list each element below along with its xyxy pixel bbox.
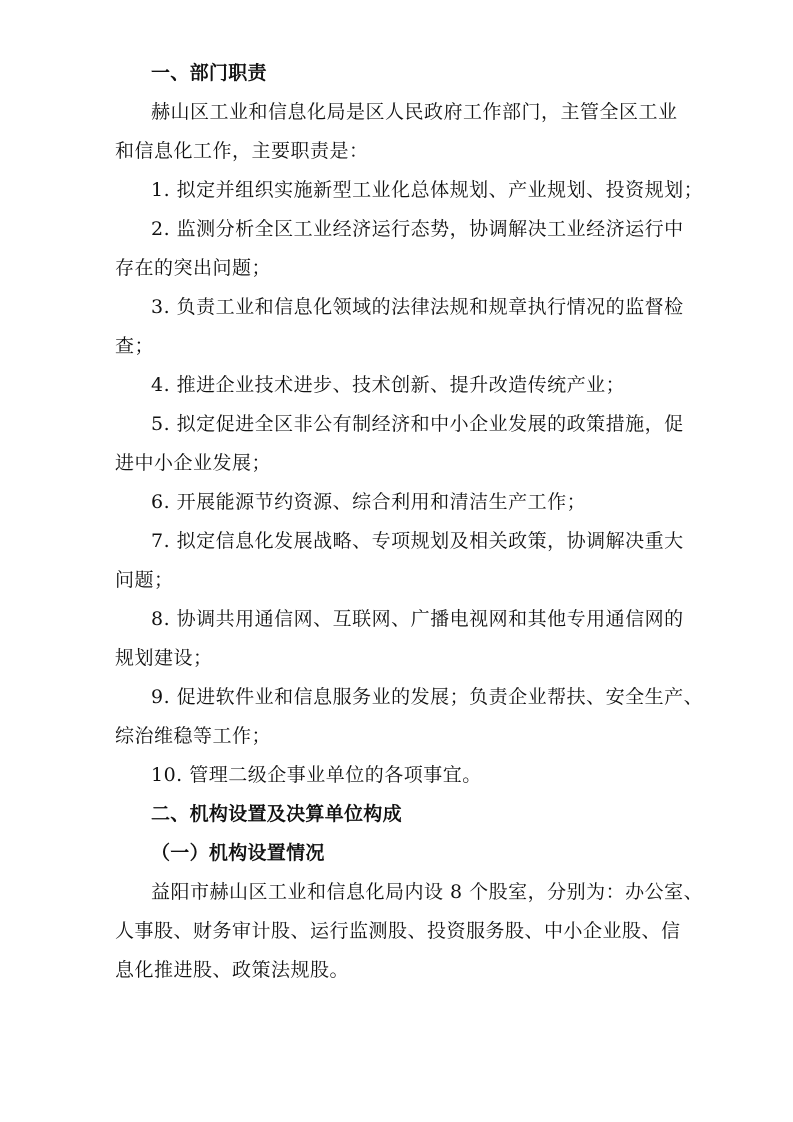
- section-heading-duties: 一、部门职责: [151, 62, 267, 84]
- structure-paragraph-line-1: 益阳市赫山区工业和信息化局内设 8 个股室，分别为：办公室、: [151, 881, 704, 903]
- duty-item-5-line-1: 5. 拟定促进全区非公有制经济和中小企业发展的政策措施，促: [151, 413, 684, 435]
- structure-paragraph-line-2: 人事股、财务审计股、运行监测股、投资服务股、中小企业股、信: [115, 920, 681, 942]
- section-heading-structure: 二、机构设置及决算单位构成: [151, 803, 402, 825]
- intro-paragraph-line-2: 和信息化工作，主要职责是：: [115, 140, 369, 162]
- sub-heading-structure-setup: （一）机构设置情况: [151, 842, 325, 864]
- duty-item-3-line-2: 查；: [115, 335, 155, 357]
- duty-item-8-line-2: 规划建设；: [115, 647, 213, 669]
- duty-item-5-line-2: 进中小企业发展；: [115, 452, 272, 474]
- duty-item-9-line-2: 综治维稳等工作；: [115, 725, 272, 747]
- duty-item-3-line-1: 3. 负责工业和信息化领域的法律法规和规章执行情况的监督检: [151, 296, 684, 318]
- duty-item-7-line-2: 问题；: [115, 569, 174, 591]
- structure-paragraph-line-3: 息化推进股、政策法规股。: [115, 959, 350, 981]
- duty-item-6: 6. 开展能源节约资源、综合利用和清洁生产工作；: [151, 491, 587, 513]
- intro-paragraph-line-1: 赫山区工业和信息化局是区人民政府工作部门，主管全区工业: [151, 101, 678, 123]
- duty-item-7-line-1: 7. 拟定信息化发展战略、专项规划及相关政策，协调解决重大: [151, 530, 684, 552]
- duty-item-9-line-1: 9. 促进软件业和信息服务业的发展；负责企业帮扶、安全生产、: [151, 686, 704, 708]
- duty-item-10: 10. 管理二级企事业单位的各项事宜。: [151, 764, 482, 786]
- duty-item-2-line-1: 2. 监测分析全区工业经济运行态势，协调解决工业经济运行中: [151, 218, 684, 240]
- duty-item-1: 1. 拟定并组织实施新型工业化总体规划、产业规划、投资规划；: [151, 179, 704, 201]
- duty-item-4: 4. 推进企业技术进步、技术创新、提升改造传统产业；: [151, 374, 626, 396]
- document-body: [115, 54, 704, 990]
- duty-item-8-line-1: 8. 协调共用通信网、互联网、广播电视网和其他专用通信网的: [151, 608, 684, 630]
- duty-item-2-line-2: 存在的突出问题；: [115, 257, 272, 279]
